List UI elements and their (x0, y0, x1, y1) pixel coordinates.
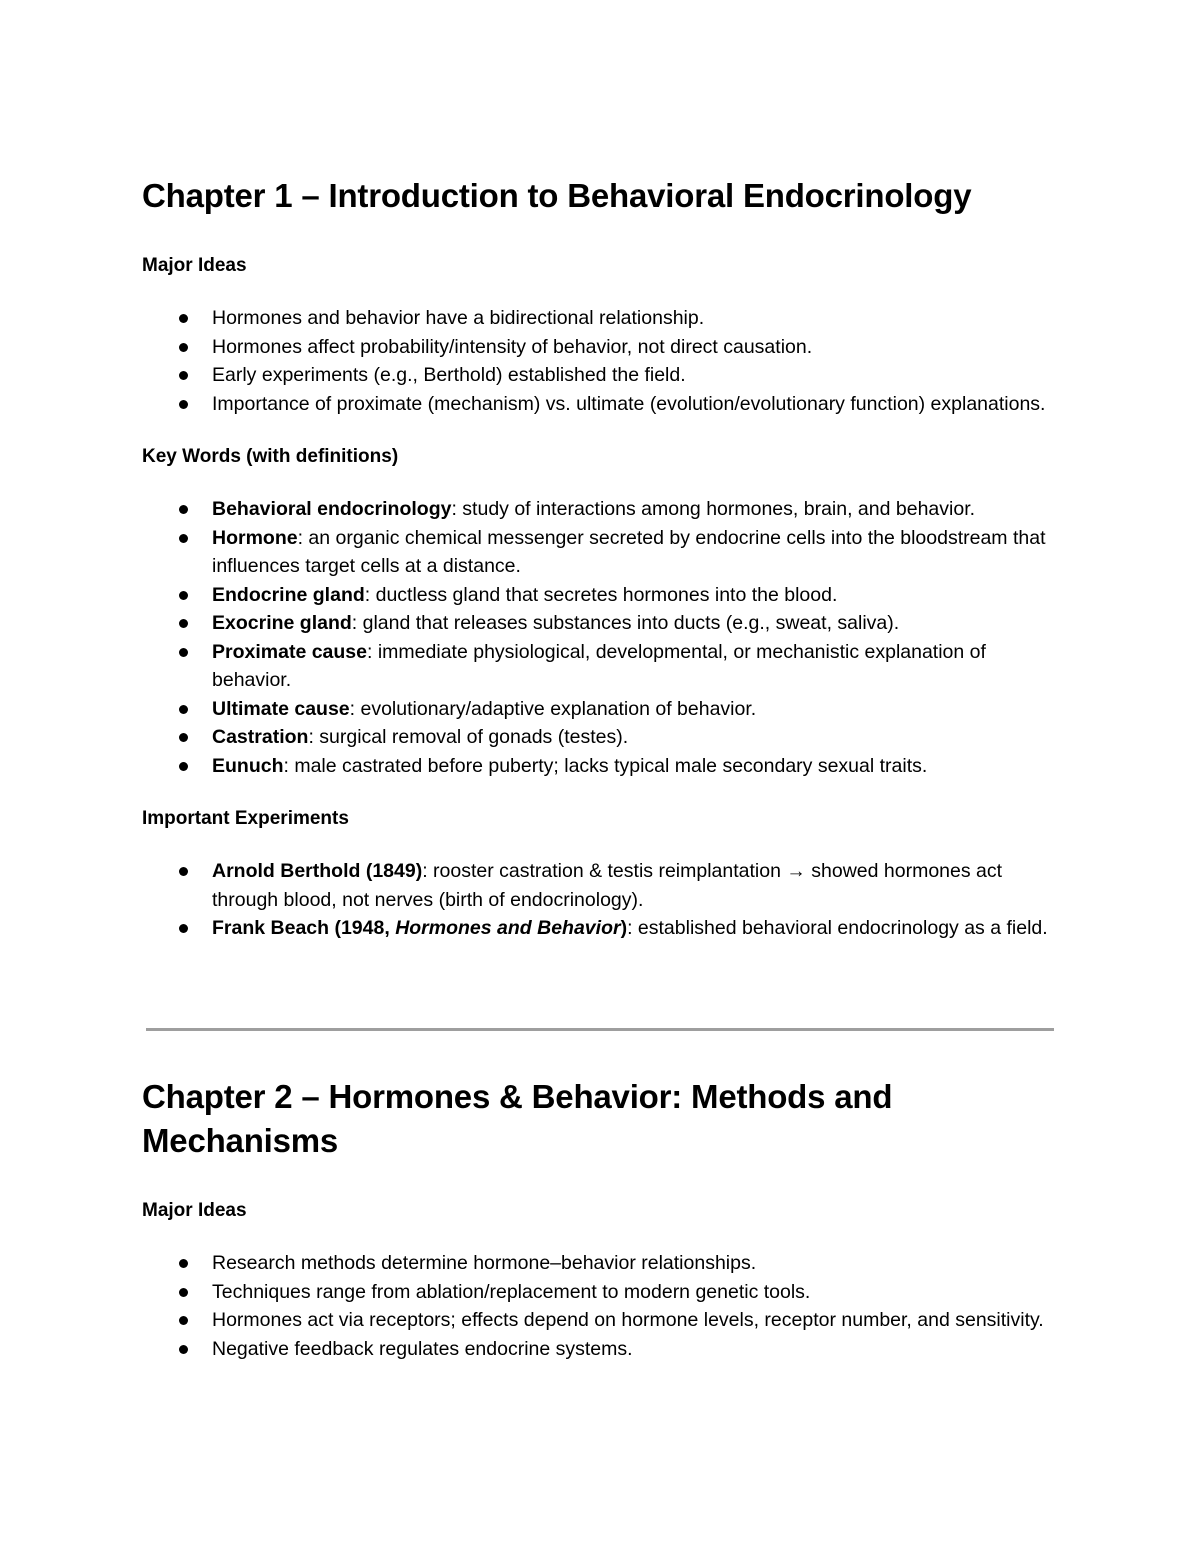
chapter-1 (142, 174, 1062, 943)
list-item (142, 495, 1062, 524)
list-item: Hormones affect probability/intensity of behavior, not direct causation. (142, 333, 1062, 362)
term: Frank Beach (1948, Hormones and Behavior) (212, 917, 628, 939)
list-item: Importance of proximate (mechanism) vs. ultimate (evolution/evolutionary function) explanations. (142, 390, 1062, 419)
bullet-icon (179, 591, 188, 600)
list-item: Techniques range from ablation/replacement to modern genetic tools. (142, 1278, 1062, 1307)
definition: : established behavioral endocrinology as a field. (627, 917, 1048, 939)
list-item: Early experiments (e.g., Berthold) established the field. (142, 361, 1062, 390)
bullet-icon (179, 619, 188, 628)
term: Ultimate cause (212, 697, 350, 720)
list-item (142, 581, 1062, 610)
chapter-1-major-ideas-heading: Major Ideas (142, 255, 247, 276)
term: Behavioral endocrinology (212, 498, 452, 520)
list-item (142, 857, 1062, 914)
chapter-1-experiments-list (142, 857, 1062, 943)
term: Eunuch (212, 754, 284, 777)
bullet-icon (179, 1316, 188, 1325)
list-item: Hormones act via receptors; effects depend on hormone levels, receptor number, and sensitivity. (142, 1306, 1062, 1335)
chapter-2-major-ideas-list (142, 1249, 1062, 1363)
list-item (142, 914, 1062, 943)
definition: : male castrated before puberty; lacks typical male secondary sexual traits. (283, 754, 928, 777)
term: Arnold Berthold (1849) (212, 860, 423, 882)
definition: : study of interactions among hormones, brain, and behavior. (451, 498, 976, 520)
chapter-1-key-words-heading: Key Words (with definitions) (142, 446, 399, 467)
bullet-icon (179, 733, 188, 742)
chapter-1-experiments-heading: Important Experiments (142, 808, 349, 829)
bullet-icon (179, 314, 188, 323)
definition: : rooster castration & testis reimplantation → showed hormones act through blood, not nerves (birth of endocrinology). (212, 860, 1003, 911)
list-item: Negative feedback regulates endocrine systems. (142, 1335, 1062, 1364)
bullet-icon (179, 371, 188, 380)
definition: : an organic chemical messenger secreted by endocrine cells into the bloodstream that influences target cells at a distance. (212, 526, 1046, 577)
bullet-icon (179, 534, 188, 543)
bullet-icon (179, 648, 188, 657)
chapter-1-major-ideas-list (142, 304, 1062, 418)
bullet-icon (179, 867, 188, 876)
bullet-icon (179, 1345, 188, 1354)
bullet-icon (179, 1288, 188, 1297)
chapter-1-key-words-list (142, 495, 1062, 780)
bullet-icon (179, 762, 188, 771)
bullet-icon (179, 924, 188, 933)
bullet-icon (179, 400, 188, 409)
bullet-icon (179, 343, 188, 352)
chapter-2-title: Chapter 2 – Hormones & Behavior: Methods and Mechanisms (142, 1078, 893, 1159)
bullet-icon (179, 1259, 188, 1268)
list-item (142, 752, 1062, 781)
term: Hormone (212, 526, 298, 549)
term: Proximate cause (212, 640, 368, 663)
list-item (142, 695, 1062, 724)
term: Exocrine gland (212, 612, 352, 634)
bullet-icon (179, 505, 188, 514)
list-item (142, 524, 1062, 581)
list-item (142, 609, 1062, 638)
book-title: Hormones and Behavior (395, 917, 621, 939)
list-item (142, 723, 1062, 752)
list-item (142, 638, 1062, 695)
list-item: Hormones and behavior have a bidirectional relationship. (142, 304, 1062, 333)
bullet-icon (179, 705, 188, 714)
term: Castration (212, 726, 309, 748)
definition: : evolutionary/adaptive explanation of behavior. (349, 697, 757, 720)
list-item: Research methods determine hormone–behavior relationships. (142, 1249, 1062, 1278)
definition: : immediate physiological, developmental, or mechanistic explanation of behavior. (212, 640, 986, 691)
chapter-2-major-ideas-heading: Major Ideas (142, 1200, 247, 1221)
definition: : surgical removal of gonads (testes). (308, 726, 629, 748)
chapter-1-title: Chapter 1 – Introduction to Behavioral Endocrinology (142, 177, 972, 214)
definition: : ductless gland that secretes hormones into the blood. (364, 583, 838, 606)
definition: : gland that releases substances into ducts (e.g., sweat, saliva). (351, 612, 900, 634)
term: Endocrine gland (212, 583, 365, 606)
horizontal-divider (146, 1028, 1054, 1031)
chapter-2 (142, 1075, 1044, 1363)
